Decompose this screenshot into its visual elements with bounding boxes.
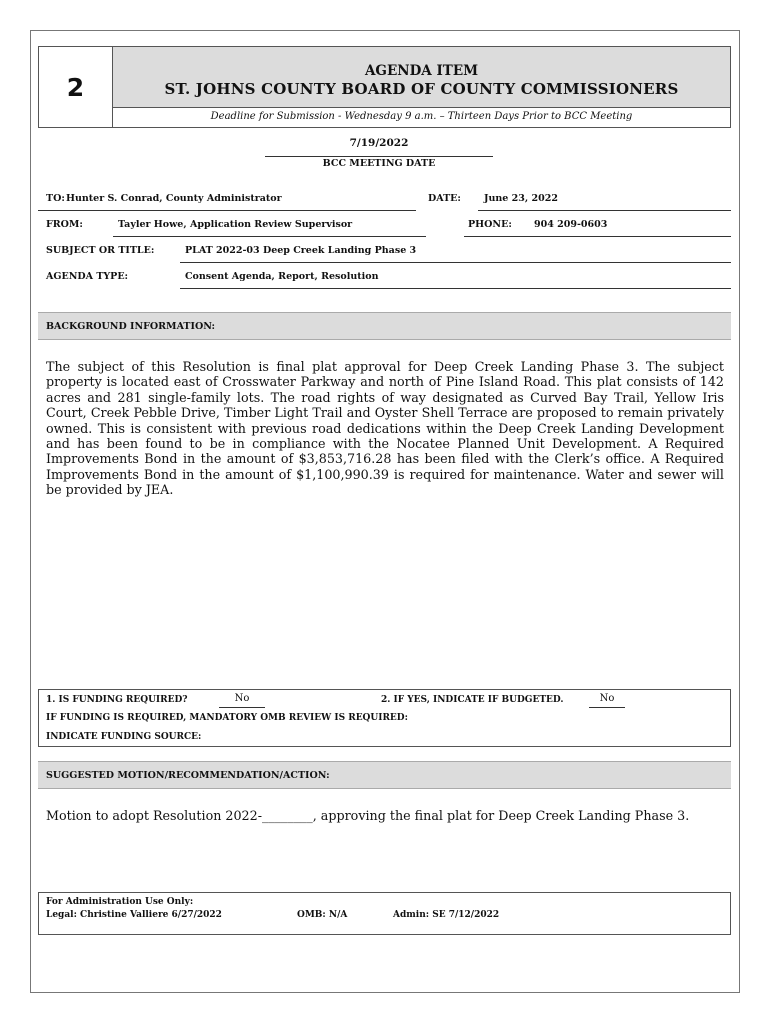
admin-review: Admin: SE 7/12/2022 bbox=[393, 910, 500, 920]
board-title: ST. JOHNS COUNTY BOARD OF COUNTY COMMISSIONERS bbox=[164, 80, 679, 98]
subject-rule bbox=[180, 262, 731, 263]
subject-value: PLAT 2022-03 Deep Creek Landing Phase 3 bbox=[185, 245, 417, 256]
subject-label: SUBJECT OR TITLE: bbox=[46, 245, 155, 256]
motion-heading: SUGGESTED MOTION/RECOMMENDATION/ACTION: bbox=[46, 770, 330, 781]
omb-review-note: IF FUNDING IS REQUIRED, MANDATORY OMB REVIEW IS REQUIRED: bbox=[46, 713, 408, 723]
to-rule bbox=[38, 210, 416, 211]
motion-text: Motion to adopt Resolution 2022-________, approving the final plat for Deep Creek Landing Phase 3. bbox=[46, 808, 690, 823]
date-label: DATE: bbox=[428, 193, 461, 204]
agenda-type-label: AGENDA TYPE: bbox=[46, 271, 129, 282]
to-value: Hunter S. Conrad, County Administrator bbox=[66, 193, 282, 204]
agenda-item-number: 2 bbox=[39, 47, 113, 127]
bcc-meeting-date: 7/19/2022 bbox=[349, 137, 409, 149]
phone-label: PHONE: bbox=[468, 219, 512, 230]
bcc-meeting-date-label: BCC MEETING DATE bbox=[322, 158, 436, 169]
phone-value: 904 209-0603 bbox=[534, 219, 608, 230]
background-heading-band bbox=[38, 312, 731, 340]
admin-box bbox=[38, 892, 731, 935]
funding-source-label: INDICATE FUNDING SOURCE: bbox=[46, 732, 202, 742]
agenda-item-title: AGENDA ITEM bbox=[364, 63, 479, 79]
funding-box bbox=[38, 689, 731, 747]
meeting-date-rule bbox=[265, 156, 493, 157]
to-label: TO: bbox=[46, 193, 65, 204]
date-value: June 23, 2022 bbox=[484, 193, 558, 204]
admin-use-title: For Administration Use Only: bbox=[46, 897, 194, 907]
background-text: The subject of this Resolution is final plat approval for Deep Creek Landing Phase 3. The subject property is located east of Crosswater Parkway and north of Pine Island Road. This plat consists of 142 acres and 281 single-family lots. The road rights of way designated as Curved Bay Trail, Yellow Iris Court, Creek Pebble Drive, Timber Light Trail and Oyster Shell Terrace are proposed to remain privately owned. This is consistent with previous road dedications within the Deep Creek Landing Development and has been found to be in compliance with the Nocatee Planned Unit Development. A Required Improvements Bond in the amount of $3,853,716.28 has been filed with the Clerk’s office. A Required Improvements Bond in the amount of $1,100,990.39 is required for maintenance. Water and sewer will be provided by JEA. bbox=[46, 359, 724, 498]
date-rule bbox=[478, 210, 731, 211]
omb-review: OMB: N/A bbox=[297, 910, 348, 920]
background-heading: BACKGROUND INFORMATION: bbox=[46, 321, 216, 332]
funding-required-value: No bbox=[219, 693, 265, 708]
agenda-header bbox=[38, 46, 731, 128]
from-rule bbox=[113, 236, 426, 237]
submission-deadline: Deadline for Submission - Wednesday 9 a.m. – Thirteen Days Prior to BCC Meeting bbox=[210, 111, 633, 122]
page-frame bbox=[30, 30, 740, 993]
header-title-cell bbox=[113, 47, 730, 108]
phone-rule bbox=[464, 236, 731, 237]
budgeted-value: No bbox=[589, 693, 625, 708]
legal-review: Legal: Christine Valliere 6/27/2022 bbox=[46, 910, 222, 920]
agenda-type-value: Consent Agenda, Report, Resolution bbox=[185, 271, 379, 282]
from-value: Tayler Howe, Application Review Supervisor bbox=[118, 219, 353, 230]
budgeted-label: 2. IF YES, INDICATE IF BUDGETED. bbox=[381, 695, 564, 705]
from-label: FROM: bbox=[46, 219, 83, 230]
motion-heading-band bbox=[38, 761, 731, 789]
agenda-type-rule bbox=[180, 288, 731, 289]
funding-required-label: 1. IS FUNDING REQUIRED? bbox=[46, 695, 188, 705]
